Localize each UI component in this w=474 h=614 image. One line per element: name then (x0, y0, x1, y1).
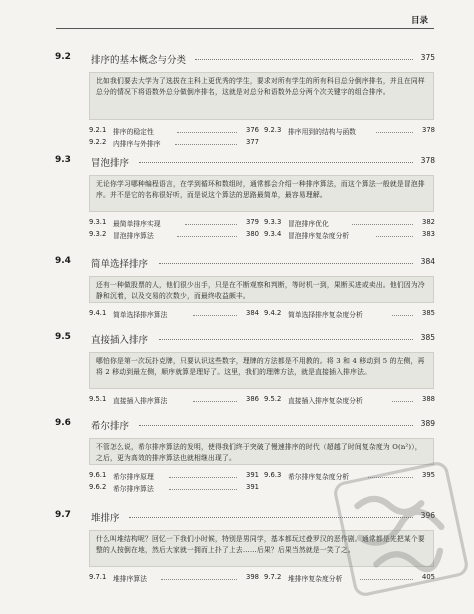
subsection-page: 398 (246, 573, 259, 581)
subsection-page: 382 (422, 218, 435, 226)
dot-leader (193, 315, 237, 316)
subsection-number: 9.2.2 (89, 138, 107, 146)
header-rule (56, 28, 434, 29)
dot-leader (376, 236, 413, 237)
subsection-title: 希尔排序原理 (113, 473, 154, 481)
section-page: 384 (420, 257, 435, 266)
subsection-title: 最简单排序实现 (113, 220, 161, 228)
section-heading[interactable] (55, 155, 435, 169)
dot-leader (392, 401, 413, 402)
subsection-title: 希尔排序复杂度分析 (288, 473, 350, 481)
subsection-page: 377 (246, 138, 259, 146)
subsection-entry[interactable] (264, 395, 435, 407)
subsection-page: 395 (422, 471, 435, 479)
subsection-entry[interactable] (89, 138, 259, 150)
subsection-entry[interactable] (89, 309, 259, 321)
section-intro: 无论你学习哪种编程语言，在学到循环和数组时，通常都会介绍一种排序算法，而这个算法一般就是冒泡排序。并不是它的名称很好听，而是说这个算法的思路最简单，最容易理解。 (89, 175, 434, 212)
section-intro: 不管怎么说，希尔排序算法的发明，使得我们终于突破了慢速排序的时代（超越了时间复杂度为 O(n²)），之后，更为高效的排序算法也就相继出现了。 (89, 438, 434, 465)
section-intro: 什么叫堆结构呢？回忆一下我们小时候，特别是男同学，基本都玩过叠罗汉的恶作剧。通常都是先把某个要整的人按倒在地，然后大家就一拥而上扑了上去……后果？后果当然就是一笑了之。 (89, 530, 434, 567)
subsection-title: 冒泡排序复杂度分析 (288, 232, 350, 240)
dot-leader (139, 162, 413, 163)
subsection-page: 378 (422, 126, 435, 134)
section-title: 冒泡排序 (91, 158, 130, 169)
section-page: 378 (420, 156, 435, 165)
subsection-entry[interactable] (89, 471, 259, 483)
subsection-title: 希尔排序算法 (113, 485, 154, 493)
section-number: 9.3 (55, 155, 71, 165)
subsection-number: 9.3.2 (89, 230, 107, 238)
subsection-entry[interactable] (89, 395, 259, 407)
section-number: 9.5 (55, 332, 71, 342)
dot-leader (169, 489, 237, 490)
section-number: 9.6 (55, 418, 71, 428)
dot-leader (169, 477, 237, 478)
subsection-entry[interactable] (264, 218, 435, 230)
section-9-3 (55, 155, 435, 242)
section-number: 9.4 (55, 256, 71, 266)
subsection-list (89, 126, 435, 150)
subsection-entry[interactable] (264, 309, 435, 321)
dot-leader (161, 579, 237, 580)
section-number: 9.2 (55, 52, 71, 62)
section-intro: 哪怕你是第一次玩扑克牌，只要认识这些数字，理牌的方法都是不用教的。将 3 和 4 移动到 5 的左侧，再将 2 移动到最左侧，顺序就算是理好了。这里，我们的理牌方法，就是直接插入排序法。 (89, 352, 434, 389)
section-9-5 (55, 332, 435, 407)
subsection-number: 9.2.1 (89, 126, 107, 134)
dot-leader (139, 425, 413, 426)
section-heading[interactable] (55, 418, 435, 432)
subsection-entry[interactable] (89, 126, 259, 138)
section-heading[interactable] (55, 332, 435, 346)
subsection-number: 9.6.1 (89, 471, 107, 479)
dot-leader (195, 59, 413, 60)
subsection-number: 9.5.1 (89, 395, 107, 403)
subsection-page: 384 (246, 309, 259, 317)
subsection-number: 9.3.1 (89, 218, 107, 226)
subsection-entry[interactable] (89, 230, 259, 242)
subsection-page: 383 (422, 230, 435, 238)
section-title: 堆排序 (91, 513, 120, 524)
dot-leader (175, 144, 237, 145)
subsection-title: 简单选择排序算法 (113, 311, 168, 319)
subsection-entry[interactable] (264, 126, 435, 138)
section-9-4 (55, 256, 435, 321)
section-intro: 比如我们要去大学为了选拔在主科上更优秀的学生，要求对所有学生的所有科目总分倒序排名，并且在同样总分的情况下将语数外总分做倒序排名，这就是对总分和语数外总分两个次关键字的组合排序。 (89, 72, 434, 120)
section-title: 简单选择排序 (91, 259, 149, 270)
subsection-number: 9.4.1 (89, 309, 107, 317)
dot-leader (159, 263, 413, 264)
subsection-page: 405 (422, 573, 435, 581)
subsection-title: 简单选择排序复杂度分析 (288, 311, 363, 319)
section-heading[interactable] (55, 256, 435, 270)
subsection-page: 385 (422, 309, 435, 317)
subsection-entry[interactable] (89, 573, 259, 585)
subsection-title: 冒泡排序优化 (288, 220, 329, 228)
subsection-number: 9.5.2 (264, 395, 282, 403)
subsection-list (89, 218, 435, 242)
section-page: 385 (420, 333, 435, 342)
section-9-2 (55, 52, 435, 150)
subsection-entry[interactable] (89, 483, 259, 495)
subsection-entry[interactable] (264, 230, 435, 242)
section-page: 389 (420, 419, 435, 428)
subsection-list (89, 309, 435, 321)
dot-leader (177, 236, 237, 237)
dot-leader (159, 339, 413, 340)
subsection-title: 直接插入排序复杂度分析 (288, 397, 363, 405)
section-intro: 还有一种做股票的人，他们很少出手，只是在不断观察和判断，等时机一到，果断买进或卖出。他们因为冷静和沉着，以及交易的次数少，而最终收益颇丰。 (89, 276, 434, 303)
section-number: 9.7 (55, 510, 71, 520)
subsection-page: 376 (246, 126, 259, 134)
subsection-title: 堆排序算法 (113, 575, 147, 583)
dot-leader (185, 224, 237, 225)
subsection-number: 9.4.2 (264, 309, 282, 317)
section-title: 直接插入排序 (91, 335, 149, 346)
subsection-number: 9.3.4 (264, 230, 282, 238)
watermark-stamp-icon (326, 454, 474, 603)
subsection-title: 内排序与外排序 (113, 140, 161, 148)
subsection-page: 380 (246, 230, 259, 238)
subsection-list (89, 395, 435, 407)
dot-leader (193, 401, 237, 402)
section-page: 375 (420, 53, 435, 62)
subsection-title: 冒泡排序算法 (113, 232, 154, 240)
subsection-title: 堆排序复杂度分析 (288, 575, 343, 583)
subsection-number: 9.2.3 (264, 126, 282, 134)
subsection-number: 9.3.3 (264, 218, 282, 226)
subsection-number: 9.6.2 (89, 483, 107, 491)
dot-leader (376, 132, 413, 133)
subsection-number: 9.6.3 (264, 471, 282, 479)
dot-leader (352, 224, 413, 225)
page-header-title: 目录 (410, 16, 428, 26)
subsection-page: 386 (246, 395, 259, 403)
subsection-page: 388 (422, 395, 435, 403)
section-page: 396 (420, 511, 435, 520)
subsection-entry[interactable] (89, 218, 259, 230)
section-title: 希尔排序 (91, 421, 130, 432)
dot-leader (177, 132, 237, 133)
subsection-page: 379 (246, 218, 259, 226)
subsection-number: 9.7.1 (89, 573, 107, 581)
subsection-number: 9.7.2 (264, 573, 282, 581)
subsection-title: 排序的稳定性 (113, 128, 154, 136)
subsection-title: 排序用到的结构与函数 (288, 128, 356, 136)
subsection-page: 391 (246, 471, 259, 479)
subsection-page: 391 (246, 483, 259, 491)
dot-leader (392, 315, 413, 316)
subsection-title: 直接插入排序算法 (113, 397, 168, 405)
section-title: 排序的基本概念与分类 (91, 55, 187, 66)
section-heading[interactable] (55, 52, 435, 66)
